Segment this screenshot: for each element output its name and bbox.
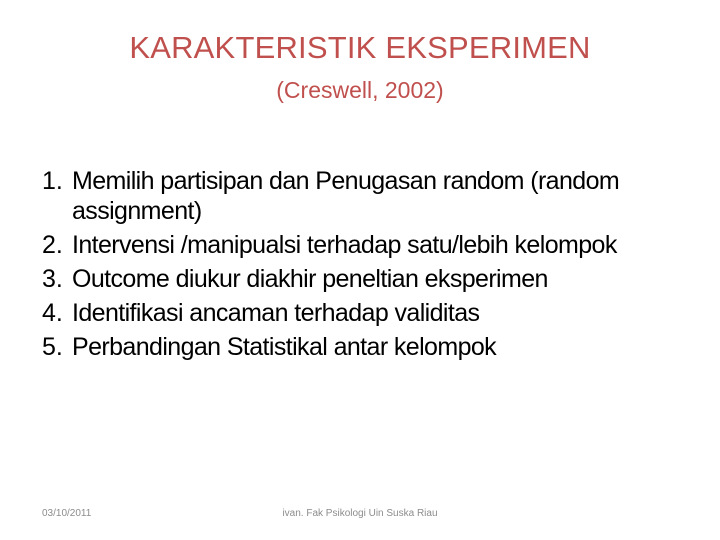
slide-title: KARAKTERISTIK EKSPERIMEN [129,30,591,65]
footer-date: 03/10/2011 [42,508,92,519]
list-item-number: 1. [42,167,63,195]
list-item [42,298,692,328]
slide-subtitle: (Creswell, 2002) [276,77,444,103]
list-item-number: 5. [42,333,63,361]
list-item [42,264,692,294]
list-item [42,230,692,260]
list-item-text: Intervensi /manipualsi terhadap satu/lebih kelompok [72,231,617,259]
list-item-number: 2. [42,231,63,259]
list-item-text: Outcome diukur diakhir peneltian eksperimen [72,265,548,293]
list-item-text: Perbandingan Statistikal antar kelompok [72,333,497,361]
characteristics-list [42,166,692,366]
list-item-number: 4. [42,299,63,327]
list-item-text: Identifikasi ancaman terhadap validitas [72,299,480,327]
list-item [42,332,692,362]
list-item [42,166,692,226]
footer-credit: ivan. Fak Psikologi Uin Suska Riau [282,508,438,519]
list-item-number: 3. [42,265,63,293]
list-item-text: Memilih partisipan dan Penugasan random (random assignment) [72,167,620,225]
